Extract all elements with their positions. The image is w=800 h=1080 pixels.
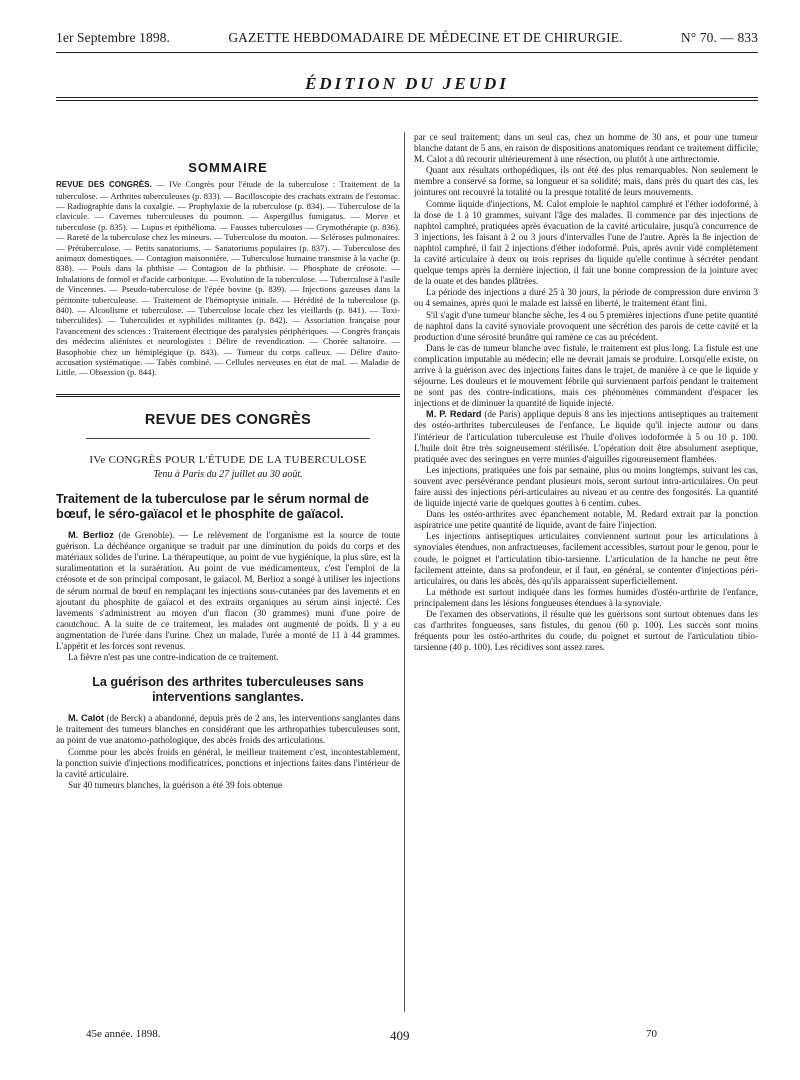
page-header <box>56 30 758 46</box>
right-column <box>414 132 758 1012</box>
article-2-para-2: Comme pour les abcès froids en général, le meilleur traitement c'est, incontestablement, la ponction suivie d'injections modificatrices, ponctions et injections faites dans l'intérieur de la cavité articulaire. <box>56 746 400 779</box>
right-para-5: S'il s'agit d'une tumeur blanche sèche, les 4 ou 5 premières injections d'une petite quantité de naphtol dans la cavité synoviale provoquent une sécrétion des parois de cette cavité et la production d'une sérosité brunâtre qui ramène ce cas au précédent. <box>414 309 758 342</box>
right-para-1: par ce seul traitement; dans un seul cas, chez un homme de 30 ans, et pour une tumeur blanche datant de 5 ans, en raison de dispositions anatomiques rendant ce traitement difficile, M. Calot a dû recourir ultérieurement à une résection, ou plutôt à une arthrectomie. <box>414 132 758 165</box>
text-columns <box>56 132 758 1012</box>
article-1-para-2: La fièvre n'est pas une contre-indication de ce traitement. <box>68 652 279 663</box>
sommaire-lead: REVUE DES CONGRÈS. <box>56 180 152 190</box>
edition-rule <box>56 97 758 101</box>
right-para-9: Dans les ostéo-arthrites avec épanchement notable, M. Redard extrait par la ponction aspiratrice une petite quantité de liquide, avant de faire l'injection. <box>414 509 758 531</box>
newspaper-page <box>56 30 758 1060</box>
right-para-10: Les injections antiseptiques articulaires conviennent surtout pour les articulations à synoviales étendues, non anfractueuses, facilement accessibles, surtout pour le genou, pour le coude, le poignet et l'articulation tibio-tarsienne. L'articulation de la hanche ne peut être facilement atteinte, dans sa profondeur, et il faut, en général, se contenter d'injections péri-articulaires, ou dans les abcès, dès qu'ils apparaissent superficiellement. <box>414 531 758 586</box>
edition-banner: ÉDITION DU JEUDI <box>305 74 509 93</box>
section-rule <box>56 394 400 397</box>
article-1-text: (de Grenoble). — Le relèvement de l'organisme est la source de toute guérison. La déchéance organique se traduit par une diminution du poids du corps et des matériaux solides de l'urine. La thérapeutique, au point de vue hygiénique, la plus sûre, est la suralimentation et la suraération. Au point de vue médicamenteux, c'est l'emploi de la créosote et de son principal composant, le gaïacol. M. Berlioz a songé à utiliser les injections de sérum normal de bœuf en remplaçant les injections sous-cutanées par des lavements et en ajoutant du phosphite de gaïacol et des extraits organiques au sérum ainsi injecté. Ces lavements s'administrent au moyen d'un flacon (30 grammes) muni d'une poire de caoutchouc. A la suite de ce traitement, les malades ont augmenté de poids. Il y a eu augmentation de l'urée dans l'urine. Chez un malade, l'urée a monté de 11 à 44 grammes. L'appétit et les forces sont revenus. <box>56 530 400 652</box>
right-para-6: Dans le cas de tumeur blanche avec fistule, le traitement est plus long. La fistule est une complication imputable au médecin; elle ne devrait jamais se produire. Lorsqu'elle existe, on arrive à la guérison avec des injections faites dans le trajet, de manière à ce que le liquide y séjourne. Les douleurs et le mouvement fébrile qui surviennent parfois pendant le traitement ne sont pas des contre-indications, mais ces phénomènes commandent d'espacer les injections et de diminuer la quantité de liquide injecté. <box>414 342 758 409</box>
left-column <box>56 132 400 1012</box>
column-divider <box>404 132 405 1012</box>
sheet-number: 70 <box>646 1028 657 1040</box>
right-para-4: La période des injections a duré 25 à 30 jours, la période de compression dure environ 3 ou 4 semaines, après quoi le malade est laissé en liberté, le traitement étant fini. <box>414 287 758 309</box>
section-title: REVUE DES CONGRÈS <box>144 411 312 428</box>
congress-dates: Tenu à Paris du 27 juillet au 30 août. <box>153 469 303 480</box>
right-para-2: Quant aux résultats orthopédiques, ils ont été des plus remarquables. Non seulement le membre a conservé sa forme, sa longueur et sa solidité; mais, dans près du quart des cas, les jointures ont recouvré la totalité ou la presque totalité de leurs mouvements. <box>414 165 758 198</box>
article-2-author: M. Calot <box>68 713 104 724</box>
section-subrule <box>86 438 370 439</box>
article-1-author: M. Berlioz <box>68 530 114 541</box>
right-para-12: De l'examen des observations, il résulte que les guérisons sont surtout obtenues dans les cas d'arthrites fongueuses, sans fistules, du genou (60 p. 100). Les succès sont moins fréquents pour les ostéo-arthrites du coude, du poignet et surtout de l'articulation tibio-tarsienne (40 p. 100). Les récidives sont assez rares. <box>414 609 758 653</box>
article-2-para-1 <box>56 713 400 746</box>
header-rule <box>56 52 758 53</box>
issue-date: 1er Septembre 1898. <box>56 30 170 45</box>
redard-author: M. P. Redard <box>426 409 482 420</box>
journal-title: GAZETTE HEBDOMADAIRE DE MÉDECINE ET DE CHIRURGIE. <box>228 30 623 45</box>
article-2-para-3: Sur 40 tumeurs blanches, la guérison a été 39 fois obtenue <box>68 779 283 790</box>
article-2-title: La guérison des arthrites tuberculeuses sans interventions sanglantes. <box>92 675 364 705</box>
article-1-para-1 <box>56 530 400 652</box>
page-number: 409 <box>390 1028 410 1043</box>
sommaire-text: — IVe Congrès pour l'étude de la tuberculose : Traitement de la tuberculose. — Arthrites tuberculeuses (p. 833). — Bacilloscopie des crachats extraits de l'estomac. — Radiographie dans la coxalgie. — Prophylaxie de la tuberculose (p. 834). — Tuberculose de la clavicule. — Cavernes tuberculeuses du poumon. — Aspergillus fumigatus. — Morve et tuberculose (p. 835). — Lupus et épithélioma. — Fausses tuberculoses — Crymothérapie (p. 836). — Rareté de la tuberculose chez les mineurs. — Tuberculose du mouton. — Scléroses pulmonaires. — Prétuberculose. — Petits sanatoriums. — Sanatoriums populaires (p. 837). — Tuberculose des animaux domestiques. — Contagion maisonnière. — Tuberculose humaine transmise à la vache (p. 838). — Pouls dans la phthisie — Contagion de la phthisie. — Phosphate de créosote. — Inhalations de formol et d'acide carbonique. — Evolution de la tuberculose. — Tuberculose à l'asile de Vincennes. — Pseudo-tuberculose de l'épée bovine (p. 839). — Injections gazeuses dans la péritonite tuberculeuse. — Traitement de l'hémoptysie initiale. — Hérédité de la tuberculose (p. 840). — Alcoolisme et tuberculose. — Tuberculose locale chez les vieillards (p. 841). — Toxi-tuberculides). — Tuberculides et syphilides militantes (p. 842). — Association française pour l'avancement des sciences : Traitement électrique des paralysies périphériques. — Congrès français des médecins aliénistes et neurologistes : Délire de revendication. — Chorée saltatoire. — Basophobie chez un hémiplégique (p. 843). — Tumeur du corps calleux. — Délire d'auto-accusation systématique. — Tabès combiné. — Cellules nerveuses en état de mal. — Maladie de Little. — Obsession (p. 844). <box>56 179 400 378</box>
redard-text: (de Paris) applique depuis 8 ans les injections antiseptiques au traitement des ostéo-arthrites tuberculeuses de l'enfance. Le liquide qu'il injecte autour ou dans l'intérieur de l'articulation tuberculeuse est l'huile d'olives iodoformée à 5 ou 10 p. 100. L'huile doit être très soigneusement stérilisée. L'opération doit être absolument aseptique, pratiquée avec des seringues en verre munies d'aiguilles rigoureusement flambées. <box>414 409 758 464</box>
sommaire-title: SOMMAIRE <box>188 160 268 175</box>
footer-year: 45e année. 1898. <box>86 1028 161 1040</box>
right-para-3: Comme liquide d'injections, M. Calot emploie le naphtol camphré et l'éther iodoformé, à la dose de 1 à 10 grammes, suivant l'âge des malades. Il commence par des injections de naphtol camphré, pratiquées après évacuation de la cavité articulaire, jusqu'à concurrence de 3 injections, les faisant à 2 ou 3 jours d'intervalles l'une de l'autre. Après la 8e injection de naphtol camphré, il fait 2 injections d'éther iodoformé. Puis, après avoir vidé complètement la cavité articulaire à deux ou trois reprises du liquide qu'elle continue à sécréter pendant quelque temps après la dernière injection, il fait une bonne compression de la jointure avec de la ouate et des bandes plâtrées. <box>414 198 758 287</box>
article-2-text: (de Berck) a abandonné, depuis près de 2 ans, les interventions sanglantes dans le traitement des tumeurs blanches en considérant que les arthropathies tuberculeuses sont, au point de vue anatomo-pathologique, des abcès froids des articulations. <box>56 713 400 746</box>
congress-title: IVe CONGRÈS POUR L'ÉTUDE DE LA TUBERCULOSE <box>89 453 367 466</box>
right-para-11: La méthode est surtout indiquée dans les formes humides d'ostéo-arthrite de l'enfance, principalement dans les lésions fongueuses étendues à la synoviale. <box>414 586 758 608</box>
right-para-8: Les injections, pratiquées une fois par semaine, plus ou moins longtemps, suivant les cas, souvent avec persévérance pendant plusieurs mois, seront surtout intra-articulaires. On peut faire aussi des injections péri-articulaires au niveau et au centre des fongosités. La quantité de liquide injecté varie de quelques gouttes à 6 centim. cubes. <box>414 464 758 509</box>
issue-number: N° 70. — 833 <box>680 30 758 45</box>
sommaire-body <box>56 179 400 378</box>
right-para-7 <box>414 409 758 464</box>
article-1-title: Traitement de la tuberculose par le sérum normal de bœuf, le séro-gaïacol et le phosphite de gaïacol. <box>56 492 369 522</box>
